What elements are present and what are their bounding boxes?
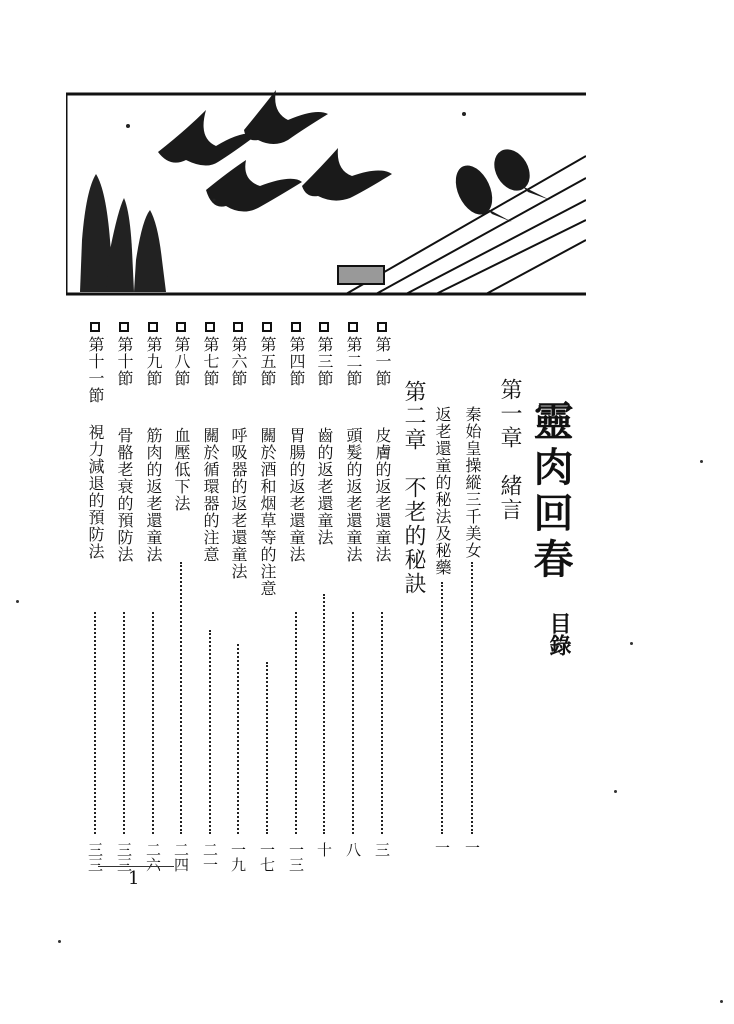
section-number: 第三節: [315, 336, 334, 387]
leader-dots: [323, 594, 325, 834]
leader-dots: [381, 612, 383, 834]
scan-speck: [58, 940, 61, 943]
section-title: 關於循環器的注意: [201, 427, 220, 563]
section-number: 第六節: [229, 336, 248, 387]
section-6: [230, 322, 246, 580]
section-2: [345, 322, 361, 563]
chapter1-entry-2: 返老還童的秘法及秘藥: [433, 406, 452, 576]
pole-box: [338, 266, 384, 284]
section-title: 呼吸器的返老還童法: [229, 427, 248, 580]
section-title: 頭髮的返老還童法: [344, 427, 363, 563]
section-marker: [176, 322, 186, 332]
section-title: 胃腸的返老還童法: [287, 427, 306, 563]
section-10: [116, 322, 132, 563]
folio-rule: [98, 866, 174, 867]
page-number: 三三: [115, 842, 133, 872]
section-7: [202, 322, 218, 563]
section-title: 關於酒和烟草等的注意: [258, 427, 277, 597]
leader-dots: [209, 630, 211, 834]
scan-speck: [720, 1000, 723, 1003]
section-marker: [148, 322, 158, 332]
page-number: 一三: [287, 842, 305, 872]
leader-dots: [152, 612, 154, 834]
section-marker: [319, 322, 329, 332]
leader-dots: [295, 612, 297, 834]
trees: [80, 174, 166, 292]
section-9: [145, 322, 161, 563]
leader-dots: [237, 644, 239, 834]
section-marker: [205, 322, 215, 332]
section-title: 血壓低下法: [172, 427, 191, 512]
section-8: [173, 322, 189, 512]
section-marker: [90, 322, 100, 332]
scan-speck: [614, 790, 617, 793]
book-subtitle: 目錄: [546, 612, 572, 656]
section-title: 視力減退的預防法: [86, 424, 105, 560]
scan-speck: [700, 460, 703, 463]
perched-birds: [449, 143, 550, 222]
leader-dots: [352, 612, 354, 834]
page-number: 二一: [201, 842, 219, 872]
page-number: 一: [433, 840, 451, 855]
chapter1-entry-1: 秦始皇操縱三千美女: [463, 406, 482, 559]
section-title: 齒的返老還童法: [315, 427, 334, 546]
section-3: [316, 322, 332, 546]
page-number: 一九: [229, 842, 247, 872]
scan-speck: [630, 642, 633, 645]
section-number: 第四節: [287, 336, 306, 387]
section-11: [87, 322, 103, 560]
swallows: [158, 90, 392, 212]
leader-dots: [441, 582, 443, 834]
section-number: 第十一節: [86, 336, 105, 404]
leader-dots: [123, 612, 125, 834]
page-number: 二六: [144, 842, 162, 872]
chapter2-title: 第二章 不老的秘訣: [401, 380, 426, 596]
section-number: 第一節: [373, 336, 392, 387]
section-4: [288, 322, 304, 563]
page-number: 一: [463, 840, 481, 855]
scan-speck: [16, 600, 19, 603]
folio-number: 1: [128, 868, 140, 889]
section-marker: [291, 322, 301, 332]
section-5: [259, 322, 275, 597]
page-number: 八: [344, 842, 362, 857]
section-number: 第七節: [201, 336, 220, 387]
section-title: 筋肉的返老還童法: [144, 427, 163, 563]
book-title: 靈肉回春: [527, 400, 574, 584]
section-number: 第八節: [172, 336, 191, 387]
chapter1-title: 第一章 緒言: [497, 378, 522, 522]
swallows-illustration: [66, 90, 586, 298]
page-number: 三: [373, 842, 391, 857]
section-marker: [377, 322, 387, 332]
section-number: 第十節: [115, 336, 134, 387]
section-number: 第五節: [258, 336, 277, 387]
leader-dots: [266, 662, 268, 834]
page-number: 二四: [172, 842, 190, 872]
leader-dots: [180, 562, 182, 834]
section-marker: [348, 322, 358, 332]
section-marker: [262, 322, 272, 332]
page-number: 一七: [258, 842, 276, 872]
leader-dots: [471, 562, 473, 834]
section-1: [374, 322, 390, 563]
page-number: 三三: [86, 842, 104, 872]
leader-dots: [94, 612, 96, 834]
page-number: 十: [315, 842, 333, 857]
section-number: 第二節: [344, 336, 363, 387]
section-number: 第九節: [144, 336, 163, 387]
section-title: 皮膚的返老還童法: [373, 427, 392, 563]
section-marker: [119, 322, 129, 332]
section-title: 骨骼老衰的預防法: [115, 427, 134, 563]
section-marker: [233, 322, 243, 332]
